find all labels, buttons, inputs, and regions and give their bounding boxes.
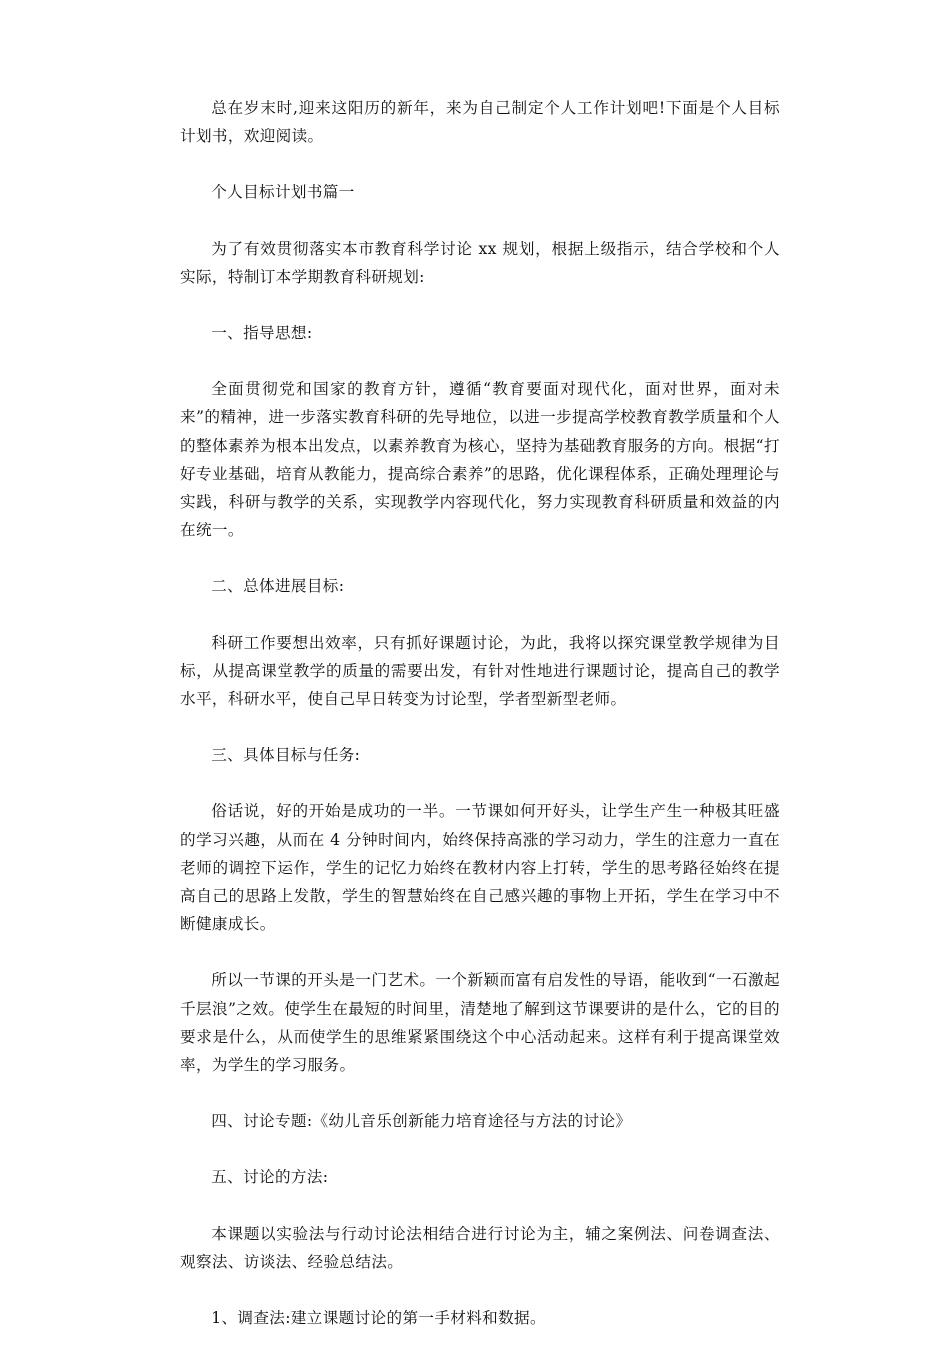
- document-title: 个人目标计划书篇一: [211, 183, 355, 202]
- specific-tasks-paragraph-1: 俗话说，好的开始是成功的一半。一节课如何开好头，让学生产生一种极其旺盛的学习兴趣，从而在 4 分钟时间内，始终保持高涨的学习动力，学生的注意力一直在老师的调控下运作，学生的记忆力始终在教材内容上打转，学生的思考路径始终在提高自己的思路上发散，学生的智慧始终在自己感兴趣的事物上开拓，学生在学习中不断健康成长。: [180, 802, 780, 934]
- purpose-paragraph: 为了有效贯彻落实本市教育科学讨论 xx 规划，根据上级指示，结合学校和个人实际，特制订本学期教育科研规划:: [180, 239, 780, 286]
- research-methods-paragraph: 本课题以实验法与行动讨论法相结合进行讨论为主，辅之案例法、问卷调查法、观察法、访谈法、经验总结法。: [180, 1224, 780, 1271]
- overall-goals-paragraph: 科研工作要想出效率，只有抓好课题讨论，为此，我将以探究课堂教学规律为目标，从提高课堂教学的质量的需要出发，有针对性地进行课题讨论，提高自己的教学水平，科研水平，使自己早日转变为讨论型，学者型新型老师。: [180, 633, 780, 709]
- section-heading-guiding-ideology: 一、指导思想:: [211, 324, 313, 343]
- specific-tasks-paragraph-2: 所以一节课的开头是一门艺术。一个新颖而富有启发性的导语，能收到“一石激起千层浪”之效。使学生在最短的时间里，清楚地了解到这节课要讲的是什么，它的目的要求是什么，从而使学生的思维紧紧围绕这个中心活动起来。这样有利于提高课堂效率，为学生的学习服务。: [180, 971, 780, 1075]
- section-heading-specific-tasks: 三、具体目标与任务:: [211, 746, 361, 765]
- section-heading-overall-goals: 二、总体进展目标:: [211, 577, 345, 596]
- survey-method-item: 1、调查法:建立课题讨论的第一手材料和数据。: [211, 1309, 546, 1328]
- section-heading-research-methods: 五、讨论的方法:: [211, 1168, 329, 1187]
- intro-paragraph: 总在岁末时,迎来这阳历的新年，来为自己制定个人工作计划吧!下面是个人目标计划书，欢迎阅读。: [180, 99, 780, 146]
- guiding-ideology-paragraph: 全面贯彻党和国家的教育方针，遵循“教育要面对现代化，面对世界，面对未来”的精神，进一步落实教育科研的先导地位，以进一步提高学校教育教学质量和个人的整体素养为根本出发点，以素养教育为核心，坚持为基础教育服务的方向。根据“打好专业基础，培育从教能力，提高综合素养”的思路，优化课程体系，正确处理理论与实践，科研与教学的关系，实现教学内容现代化，努力实现教育科研质量和效益的内在统一。: [180, 380, 780, 540]
- section-heading-research-topic: 四、讨论专题:《幼儿音乐创新能力培育途径与方法的讨论》: [211, 1112, 632, 1131]
- document-body: [180, 94, 780, 1360]
